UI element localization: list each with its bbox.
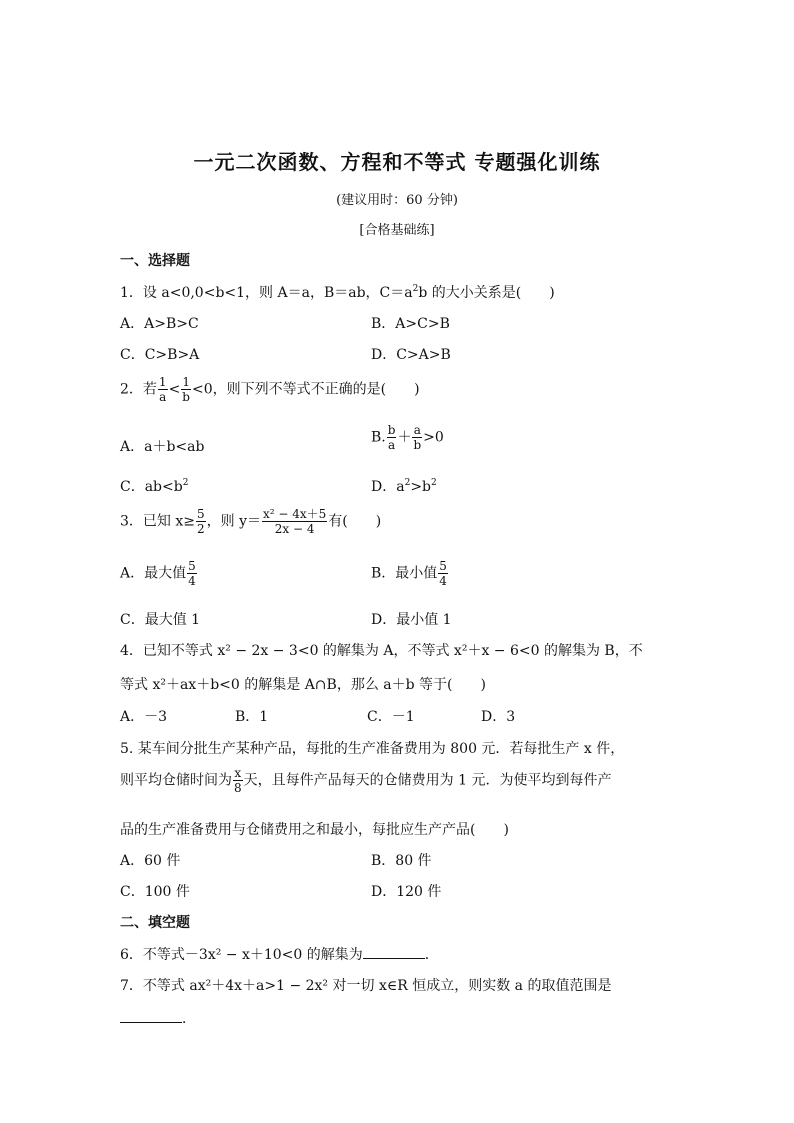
q4-option-d[interactable]: D．3 xyxy=(481,709,516,725)
q1-end: b 的大小关系是( ) xyxy=(418,285,555,301)
q2-option-a[interactable]: A．a＋b<ab xyxy=(120,439,205,455)
q3-fraction-y: $\frac{\text{x² − 4x＋5}}{2x - 4}$ xyxy=(263,507,327,536)
question-4-line-2: 等式 x²＋ax＋b<0 的解集是 A∩B，那么 a＋b 等于( ) xyxy=(120,677,486,693)
q5-option-b[interactable]: B．80 件 xyxy=(371,853,432,869)
question-5-line-2: 则平均仓储时间为 $\frac{x}{8}$ 天，且每件产品每天的仓储费用为 1 元．为使平均到每件产 xyxy=(120,766,612,795)
q4-option-b[interactable]: B．1 xyxy=(235,709,269,725)
q2-lt: < xyxy=(168,381,181,398)
question-1 xyxy=(120,282,555,302)
question-2 xyxy=(120,376,420,403)
q3-option-c[interactable]: C．最大值 1 xyxy=(120,612,201,628)
q2-fraction-1: $\frac{1}{a}$ xyxy=(158,375,167,404)
q4-option-c[interactable]: C．－1 xyxy=(367,709,415,725)
q3-option-a[interactable]: A．最大值 $\frac{5}{4}$ xyxy=(120,559,196,588)
q2-post: <0，则下列不等式不正确的是( ) xyxy=(191,381,420,398)
q3-option-d[interactable]: D．最小值 1 xyxy=(371,612,452,628)
question-7-line-2: ． xyxy=(120,1008,196,1028)
time-hint: (建议用时：60 分钟) xyxy=(336,193,458,208)
question-3: 3．已知 x≥ $\frac{5}{2}$ ，则 y＝ $\frac{\text{x² − 4x＋5}}{2x - 4}$ 有( ) xyxy=(120,507,382,536)
q4-option-a[interactable]: A．－3 xyxy=(120,709,168,725)
q1-sq: 2 xyxy=(412,284,419,294)
q1-option-a[interactable]: A．A>B>C xyxy=(120,316,199,332)
q3-fraction-x: $\frac{5}{2}$ xyxy=(197,507,205,536)
q1-body: a<0,0<b<1，则 A＝a，B＝ab，C＝a xyxy=(156,285,413,301)
q2-option-d[interactable]: D．$a^2>b^2$ xyxy=(371,478,437,495)
q5-option-c[interactable]: C．100 件 xyxy=(120,884,190,900)
q2-fraction-2: $\frac{1}{b}$ xyxy=(182,375,190,404)
q1-num: 1． xyxy=(120,285,143,301)
q2-option-c[interactable]: C．$ab<b^2$ xyxy=(120,478,189,495)
q1-option-c[interactable]: C．C>B>A xyxy=(120,347,200,363)
q5-option-a[interactable]: A．60 件 xyxy=(120,853,181,869)
q1-option-b[interactable]: B．A>C>B xyxy=(371,316,450,332)
level-label: [合格基础练] xyxy=(359,223,435,238)
q2-pre: 若 xyxy=(142,381,157,398)
q5-fraction: $\frac{x}{8}$ xyxy=(234,766,242,795)
section-fill: 二、填空题 xyxy=(120,915,190,931)
q5-option-d[interactable]: D．120 件 xyxy=(371,884,442,900)
question-6: 6．不等式－3x² − x＋10<0 的解集为 ． xyxy=(120,947,439,963)
page-title: 一元二次函数、方程和不等式 专题强化训练 xyxy=(193,150,601,174)
question-7-line-1: 7．不等式 ax²＋4x＋a>1 − 2x² 对一切 x∈R 恒成立，则实数 a 的取值范围是 xyxy=(120,978,612,994)
question-5-line-1: 5. 某车间分批生产某种产品，每批的生产准备费用为 800 元．若每批生产 x 件， xyxy=(120,741,625,757)
q7-answer-blank[interactable] xyxy=(120,1010,182,1023)
q1-pre: 设 xyxy=(142,285,157,301)
q2-num: 2． xyxy=(120,381,143,398)
q6-answer-blank[interactable] xyxy=(363,946,425,959)
q1-option-d[interactable]: D．C>A>B xyxy=(371,347,451,363)
q2-option-b[interactable]: B. $\frac{b}{a}$ ＋ $\frac{a}{b}$ >0 xyxy=(371,423,444,452)
question-4-line-1: 4．已知不等式 x² − 2x − 3<0 的解集为 A，不等式 x²＋x − 6<0 的解集为 B，不 xyxy=(120,643,643,659)
question-5-line-3: 品的生产准备费用与仓储费用之和最小，每批应生产产品( ) xyxy=(120,822,509,838)
section-choice: 一、选择题 xyxy=(120,253,190,269)
q3-option-b[interactable]: B．最小值 $\frac{5}{4}$ xyxy=(371,559,447,588)
